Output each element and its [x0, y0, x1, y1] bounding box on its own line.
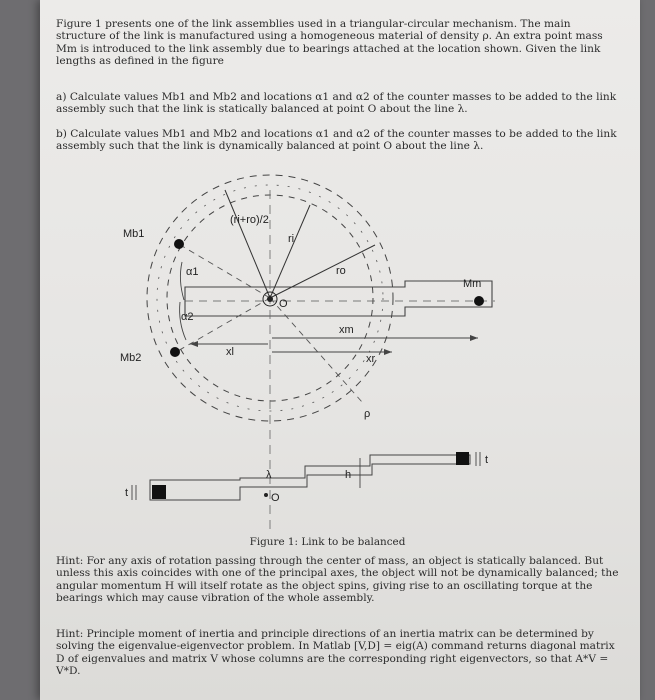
t-right-label: t	[485, 454, 489, 466]
ri-ro-radius-line	[225, 190, 270, 298]
ro-label: ro	[336, 265, 346, 277]
question-b: b) Calculate values Mb1 and Mb2 and locations α1 and α2 of the counter masses to be added to the link assembly such that the link is dynamically balanced at point O about the line λ.	[56, 128, 617, 153]
side-view-profile	[150, 455, 470, 500]
mb1-label: Mb1	[123, 228, 145, 240]
mm-mass	[474, 296, 484, 306]
lambda-label: λ	[266, 469, 272, 481]
xr-label: xr	[366, 353, 376, 365]
xl-label: xl	[226, 346, 234, 358]
ri-radius-line	[270, 205, 310, 298]
alpha2-label: α2	[181, 311, 194, 323]
mb2-label: Mb2	[120, 352, 142, 364]
figure-caption: Figure 1: Link to be balanced	[249, 536, 406, 548]
mb1-mass	[174, 239, 184, 249]
t-left-label: t	[125, 487, 129, 499]
intro-paragraph: Figure 1 presents one of the link assemblies used in a triangular-circular mechanism. The main structure of the link is manufactured using a homogeneous material of density ρ. An extra point mass Mm is introduced to the link assembly due to bearings attached at the location shown. Given the link lengths as defined in the figure	[56, 18, 603, 68]
hint-eigen: Hint: Principle moment of inertia and principle directions of an inertia matrix can be determined by solving the eigenvalue-eigenvector problem. In Matlab [V,D] = eig(A) command returns diagonal matrix D of eigenvalues and matrix V whose columns are the corresponding right eigenvectors, so that A*V = V*D.	[56, 628, 615, 678]
ri-ro-label: (ri+ro)/2	[230, 214, 269, 226]
hint-static-dynamic: Hint: For any axis of rotation passing through the center of mass, an object is statically balanced. But unless this axis coincides with one of the principal axes, the object will not be dynamically balanced; the angular momentum H will itself rotate as the object spins, giving rise to an oscillating torque at the bearings which may cause vibration of the whole assembly.	[56, 555, 619, 605]
right-counter-block	[456, 452, 469, 465]
left-counter-block	[152, 485, 166, 499]
mb2-mass	[170, 347, 180, 357]
link-bar-outline	[185, 281, 492, 316]
alpha1-label: α1	[186, 266, 199, 278]
ro-radius-line	[270, 245, 375, 298]
rho-line	[270, 298, 362, 402]
side-o-label: O	[271, 492, 280, 504]
question-a: a) Calculate values Mb1 and Mb2 and locations α1 and α2 of the counter masses to be added to the link assembly such that the link is statically balanced at point O about the line λ.	[56, 91, 617, 116]
alpha1-arc	[180, 262, 184, 300]
center-o-inner	[267, 296, 273, 302]
h-label: h	[345, 469, 352, 481]
center-o-label: O	[279, 298, 288, 310]
mm-label: Mm	[463, 278, 482, 290]
ri-label: ri	[288, 233, 295, 245]
rho-label: ρ	[364, 408, 371, 420]
xm-label: xm	[339, 324, 354, 336]
side-o-point	[264, 493, 268, 497]
